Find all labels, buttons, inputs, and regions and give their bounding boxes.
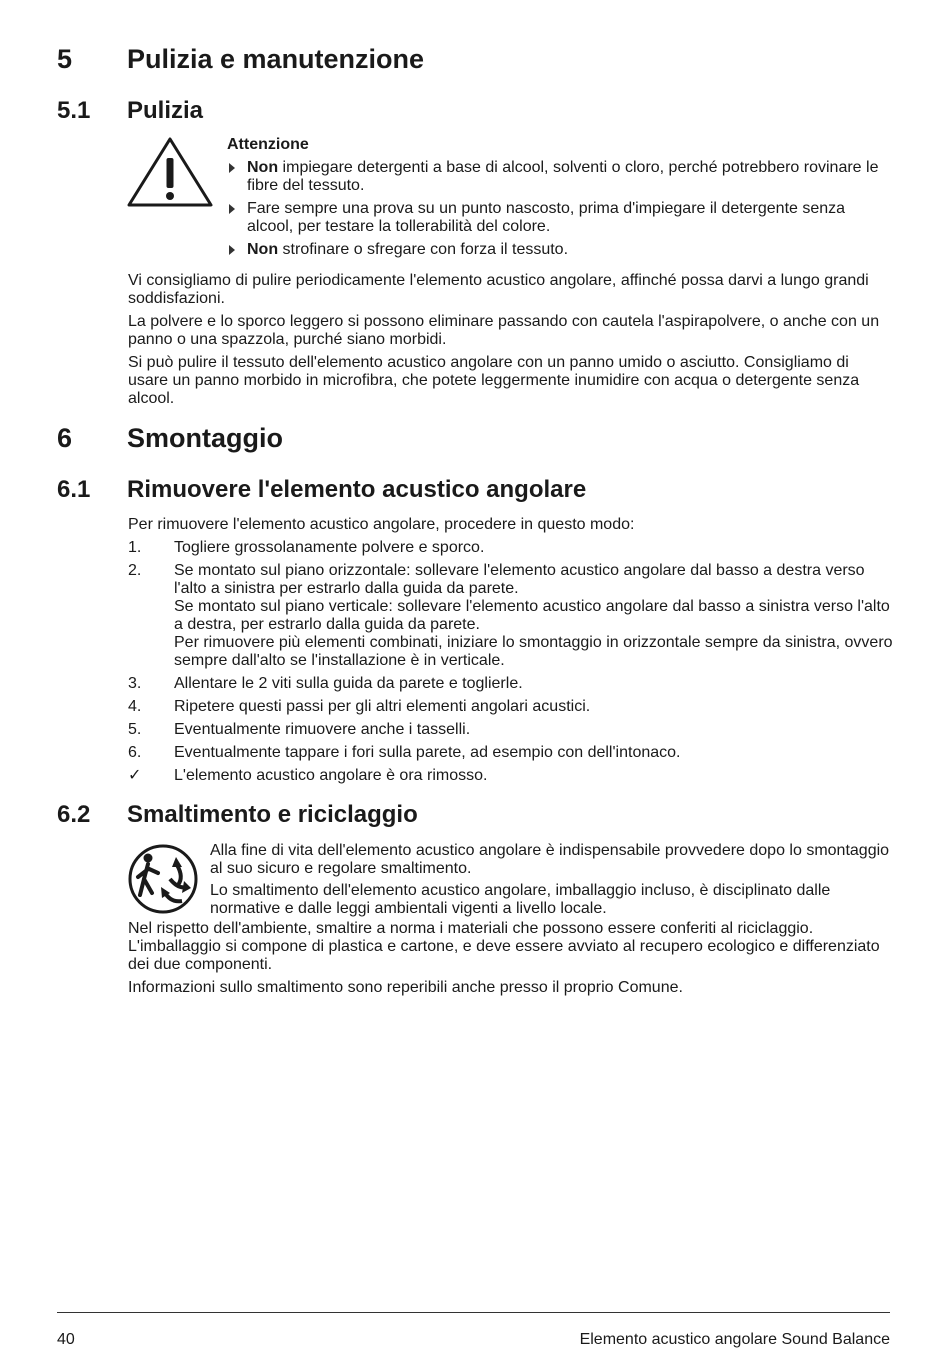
section-number: 6 <box>57 423 73 453</box>
warning-item <box>227 241 887 259</box>
step-item <box>128 562 893 670</box>
bullet-arrow-icon <box>229 163 235 173</box>
bullet-arrow-icon <box>229 204 235 214</box>
step-number: 3. <box>128 675 142 692</box>
step-text: Ripetere questi passi per gli altri elementi angolari acustici. <box>174 698 591 715</box>
step-text: L'elemento acustico angolare è ora rimosso. <box>174 767 488 784</box>
paragraph: Lo smaltimento dell'elemento acustico angolare, imballaggio incluso, è disciplinato dalle normative e dalle leggi ambientali vigenti a livello locale. <box>210 882 831 917</box>
step-item <box>128 744 893 762</box>
footer-product-name: Elemento acustico angolare Sound Balance <box>579 1331 890 1348</box>
section-6-1-heading <box>57 476 586 504</box>
section-title: Smontaggio <box>127 423 283 453</box>
section-number: 5.1 <box>57 97 91 124</box>
step-result <box>128 767 893 785</box>
cleaning-text <box>128 272 893 413</box>
paragraph: Informazioni sullo smaltimento sono reperibili anche presso il proprio Comune. <box>128 979 683 996</box>
checkmark-icon: ✓ <box>128 767 142 784</box>
warning-item <box>227 200 887 236</box>
warning-item-text: strofinare o sfregare con forza il tessuto. <box>278 241 569 258</box>
section-6-2-heading <box>57 801 418 829</box>
page-number: 40 <box>57 1331 75 1348</box>
step-text: Eventualmente rimuovere anche i tasselli. <box>174 721 471 738</box>
step-text: Se montato sul piano verticale: sollevare l'elemento acustico angolare dal basso a sinistra verso l'alto a destra, per estrarlo dalla guida da parete. <box>174 598 890 633</box>
section-title: Pulizia e manutenzione <box>127 44 425 74</box>
warning-title: Attenzione <box>227 136 309 153</box>
step-item <box>128 721 893 739</box>
warning-item <box>227 159 887 195</box>
step-text: Togliere grossolanamente polvere e sporco. <box>174 539 485 556</box>
disposal-text-top <box>210 842 890 918</box>
footer-divider <box>57 1312 890 1313</box>
step-text: Allentare le 2 viti sulla guida da parete e toglierle. <box>174 675 523 692</box>
section-5-1-heading <box>57 97 203 125</box>
step-number: 1. <box>128 539 142 556</box>
warning-item-text: Fare sempre una prova su un punto nascosto, prima d'impiegare il detergente senza alcool, per testare la tollerabilità del colore. <box>247 200 846 235</box>
step-number: 2. <box>128 562 142 579</box>
paragraph: Alla fine di vita dell'elemento acustico angolare è indispensabile provvedere dopo lo smontaggio al suo sicuro e regolare smaltimento. <box>210 842 890 877</box>
removal-intro: Per rimuovere l'elemento acustico angolare, procedere in questo modo: <box>128 516 635 533</box>
warning-item-bold: Non <box>247 241 279 258</box>
section-number: 6.2 <box>57 801 91 828</box>
step-item <box>128 539 893 557</box>
step-text: Se montato sul piano orizzontale: sollevare l'elemento acustico angolare dal basso a destra verso l'alto a sinistra per estrarlo dalla guida da parete. <box>174 562 865 597</box>
step-item <box>128 675 893 693</box>
step-text: Eventualmente tappare i fori sulla parete, ad esempio con dell'intonaco. <box>174 744 681 761</box>
section-number: 6.1 <box>57 476 91 503</box>
disposal-text-bottom <box>128 920 893 1002</box>
step-item <box>128 698 893 716</box>
step-text: Per rimuovere più elementi combinati, iniziare lo smontaggio in orizzontale sempre da sinistra, ovvero sempre dall'alto se l'installazione è in verticale. <box>174 634 893 669</box>
paragraph: La polvere e lo sporco leggero si possono eliminare passando con cautela l'aspirapolvere, o anche con un panno o una spazzola, purché siano morbidi. <box>128 313 880 348</box>
warning-item-bold: Non <box>247 159 279 176</box>
warning-box <box>227 136 887 264</box>
removal-steps <box>128 539 893 790</box>
paragraph: Nel rispetto dell'ambiente, smaltire a norma i materiali che possono essere conferiti al riciclaggio. L'imballaggio si compone di plastica e cartone, e deve essere avviato al recupero ecologico e differenziato dei due componenti. <box>128 920 880 973</box>
section-6-heading <box>57 423 283 454</box>
step-number: 4. <box>128 698 142 715</box>
bullet-arrow-icon <box>229 245 235 255</box>
warning-triangle-icon <box>126 136 214 208</box>
paragraph: Vi consigliamo di pulire periodicamente l'elemento acustico angolare, affinché possa darvi a lungo grandi soddisfazioni. <box>128 272 869 307</box>
step-number: 6. <box>128 744 142 761</box>
section-title: Rimuovere l'elemento acustico angolare <box>127 476 587 503</box>
section-number: 5 <box>57 44 73 74</box>
section-title: Pulizia <box>127 97 204 124</box>
step-number: 5. <box>128 721 142 738</box>
warning-item-text: impiegare detergenti a base di alcool, solventi o cloro, perché potrebbero rovinare le fibre del tessuto. <box>247 159 879 194</box>
triman-recycling-icon <box>126 843 200 915</box>
paragraph: Si può pulire il tessuto dell'elemento acustico angolare con un panno umido o asciutto. Consigliamo di usare un panno morbido in microfibra, che potete leggermente inumidire con acqua o detergente senza alcool. <box>128 354 860 407</box>
section-title: Smaltimento e riciclaggio <box>127 801 418 828</box>
section-5-heading <box>57 44 424 75</box>
